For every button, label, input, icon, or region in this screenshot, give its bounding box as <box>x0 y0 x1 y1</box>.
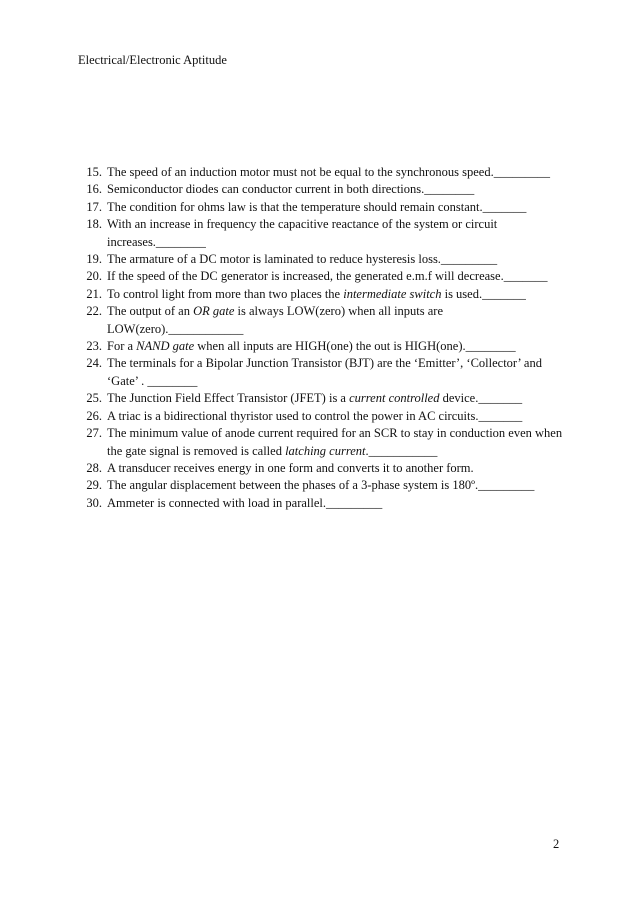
question-number: 18. <box>86 217 102 232</box>
italic-term: current controlled <box>349 391 440 406</box>
question-text <box>107 338 568 355</box>
text-segment: With an increase in frequency the capacitive reactance of the system or circuit increases.________ <box>107 217 498 249</box>
text-segment: Ammeter is connected with load in parallel._________ <box>107 495 383 510</box>
question-number: 26. <box>86 408 102 423</box>
italic-term: latching current <box>285 443 366 458</box>
question-number: 20. <box>86 269 102 284</box>
question-number: 29. <box>86 478 102 493</box>
question-text <box>107 199 568 216</box>
question-text <box>107 286 568 303</box>
question-text <box>107 425 568 460</box>
question-item <box>78 181 568 198</box>
question-item <box>78 477 568 494</box>
question-item <box>78 164 568 181</box>
question-item <box>78 199 568 216</box>
question-item <box>78 251 568 268</box>
question-number: 27. <box>86 426 102 441</box>
italic-term: NAND gate <box>136 339 195 354</box>
text-segment: For a <box>107 339 137 354</box>
question-item <box>78 408 568 425</box>
question-number: 24. <box>86 356 102 371</box>
question-item <box>78 495 568 512</box>
page-header-title: Electrical/Electronic Aptitude <box>78 53 227 67</box>
text-segment: To control light from more than two places the <box>107 286 344 301</box>
question-text <box>107 268 568 285</box>
question-text <box>107 495 568 512</box>
question-number: 15. <box>86 165 102 179</box>
text-segment: The armature of a DC motor is laminated to reduce hysteresis loss._________ <box>107 252 498 267</box>
text-segment: The angular displacement between the phases of a 3-phase system is 180º._________ <box>107 478 535 493</box>
italic-term: intermediate switch <box>343 286 442 301</box>
question-list <box>78 164 568 512</box>
text-segment: device._______ <box>439 391 523 406</box>
question-item <box>78 268 568 285</box>
text-segment: If the speed of the DC generator is increased, the generated e.m.f will decrease._______ <box>107 269 548 284</box>
question-item <box>78 390 568 407</box>
question-number: 23. <box>86 339 102 354</box>
text-segment: The Junction Field Effect Transistor (JFET) is a <box>107 391 350 406</box>
question-item <box>78 355 568 390</box>
question-text <box>107 251 568 268</box>
text-segment: is always LOW(zero) when all inputs are LOW(zero).____________ <box>107 304 444 336</box>
question-item <box>78 216 568 251</box>
question-item <box>78 303 568 338</box>
question-text <box>107 303 568 338</box>
text-segment: The condition for ohms law is that the temperature should remain constant._______ <box>107 199 527 214</box>
question-item <box>78 460 568 477</box>
text-segment: when all inputs are HIGH(one) the out is HIGH(one).________ <box>194 339 516 354</box>
question-number: 19. <box>86 252 102 267</box>
question-text <box>107 477 568 494</box>
question-number: 17. <box>86 199 102 214</box>
text-segment: Semiconductor diodes can conductor current in both directions.________ <box>107 182 475 197</box>
text-segment: A transducer receives energy in one form and converts it to another form. <box>107 460 474 475</box>
question-text <box>107 355 568 390</box>
question-number: 25. <box>86 391 102 406</box>
question-item <box>78 338 568 355</box>
text-segment: A triac is a bidirectional thyristor used to control the power in AC circuits._______ <box>107 408 523 423</box>
question-number: 30. <box>86 495 102 510</box>
question-text <box>107 460 568 477</box>
italic-term: OR gate <box>193 304 235 319</box>
text-segment: The speed of an induction motor must not be equal to the synchronous speed._________ <box>107 165 550 179</box>
text-segment: The terminals for a Bipolar Junction Transistor (BJT) are the ‘Emitter’, ‘Collector’ and ‘Gate’ . ________ <box>107 356 542 388</box>
question-text <box>107 164 568 181</box>
text-segment: .___________ <box>365 443 438 458</box>
question-text <box>107 216 568 251</box>
question-item <box>78 286 568 303</box>
question-text <box>107 390 568 407</box>
text-segment: is used._______ <box>441 286 526 301</box>
question-number: 16. <box>86 182 102 197</box>
page-number: 2 <box>553 837 560 851</box>
question-item <box>78 425 568 460</box>
question-text <box>107 408 568 425</box>
question-number: 22. <box>86 304 102 319</box>
question-text <box>107 181 568 198</box>
question-number: 28. <box>86 460 102 475</box>
text-segment: The minimum value of anode current required for an SCR to stay in conduction even when the gate signal is removed is called <box>107 426 563 458</box>
question-number: 21. <box>86 286 102 301</box>
text-segment: The output of an <box>107 304 194 319</box>
